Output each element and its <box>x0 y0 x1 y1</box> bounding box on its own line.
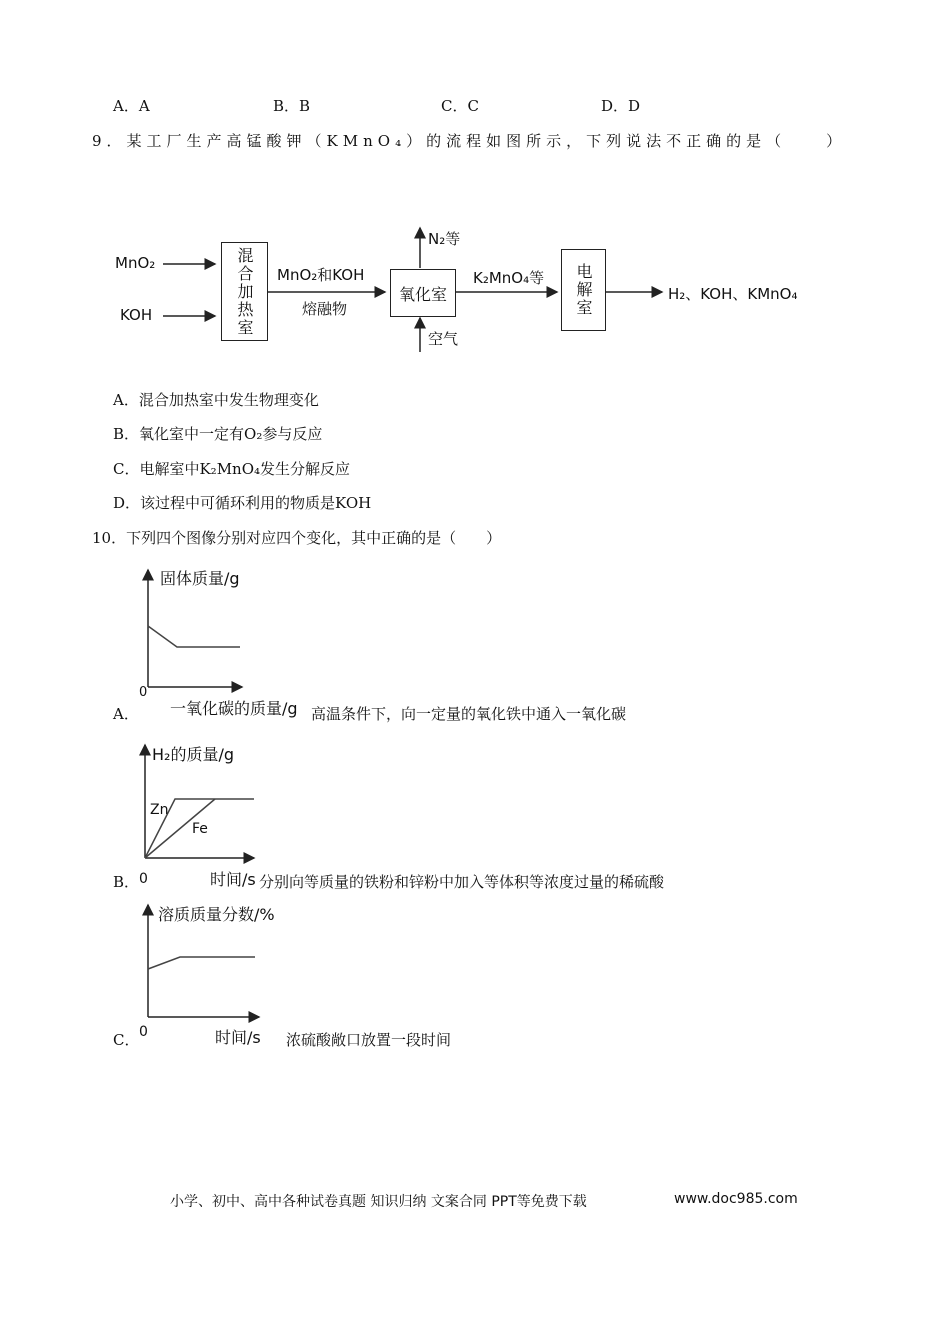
flow-box-electrolysis <box>561 249 606 331</box>
graph-a-xlabel: 一氧化碳的质量/g <box>170 699 298 718</box>
graph-b-label-fe: Fe <box>192 821 208 837</box>
q10-stem: 10．下列四个图像分别对应四个变化，其中正确的是（ ） <box>92 529 502 547</box>
flow-output-n2: N₂等 <box>428 230 461 248</box>
flow-input-koh: KOH <box>120 306 153 324</box>
graph-a-ylabel: 固体质量/g <box>160 569 240 588</box>
flow-box-mixing-heating <box>221 242 268 341</box>
graph-b-letter: B． <box>113 873 140 891</box>
q9-option-c: C．电解室中K₂MnO₄发生分解反应 <box>113 460 351 478</box>
flow-box-electrolysis-label: 电解室 <box>574 263 593 317</box>
q9-stem: 9．某工厂生产高锰酸钾（KMnO₄）的流程如图所示，下列说法不正确的是（ ） <box>92 132 847 150</box>
graph-b-description: 分别向等质量的铁粉和锌粉中加入等体积等浓度过量的稀硫酸 <box>259 873 665 891</box>
graph-c-letter: C． <box>113 1031 140 1049</box>
graph-b-origin: 0 <box>139 871 148 887</box>
graph-a-origin: 0 <box>139 685 148 700</box>
graph-c-curve <box>148 957 255 969</box>
footer-url[interactable]: www.doc985.com <box>674 1191 798 1207</box>
graph-c-description: 浓硫酸敞口放置一段时间 <box>286 1031 452 1049</box>
flow-box-mixing-label: 混合加热室 <box>235 246 254 337</box>
footer-text: 小学、初中、高中各种试卷真题 知识归纳 文案合同 PPT等免费下载 <box>170 1194 587 1210</box>
flow-box-oxidation <box>390 269 456 317</box>
graph-a-description: 高温条件下，向一定量的氧化铁中通入一氧化碳 <box>311 705 627 723</box>
flow-label-melt: 熔融物 <box>302 300 348 318</box>
graph-b-xlabel: 时间/s <box>210 870 256 889</box>
graph-a-letter: A． <box>113 705 139 723</box>
flow-input-mno2: MnO₂ <box>115 254 156 272</box>
q9-option-b: B．氧化室中一定有O₂参与反应 <box>113 425 323 443</box>
graph-c-ylabel: 溶质质量分数/% <box>158 905 275 924</box>
graph-b-label-zn: Zn <box>150 802 169 818</box>
graph-c-origin: 0 <box>139 1024 148 1040</box>
q8-option-a: A．A <box>113 97 150 115</box>
flow-box-oxidation-label: 氧化室 <box>398 284 447 304</box>
flow-label-mno2-koh: MnO₂和KOH <box>277 266 365 284</box>
flow-output-final: H₂、KOH、KMnO₄ <box>668 285 798 303</box>
q8-option-c: C．C <box>441 97 479 115</box>
q8-option-b: B．B <box>273 97 311 115</box>
flow-input-air: 空气 <box>428 330 459 348</box>
q8-option-d: D．D <box>601 97 641 115</box>
flow-label-k2mno4: K₂MnO₄等 <box>473 269 545 287</box>
graph-c-xlabel: 时间/s <box>215 1028 261 1047</box>
graph-a-curve <box>148 626 240 647</box>
graph-b-ylabel: H₂的质量/g <box>152 745 234 764</box>
q9-option-d: D．该过程中可循环利用的物质是KOH <box>113 494 372 512</box>
q9-option-a: A．混合加热室中发生物理变化 <box>113 391 319 409</box>
